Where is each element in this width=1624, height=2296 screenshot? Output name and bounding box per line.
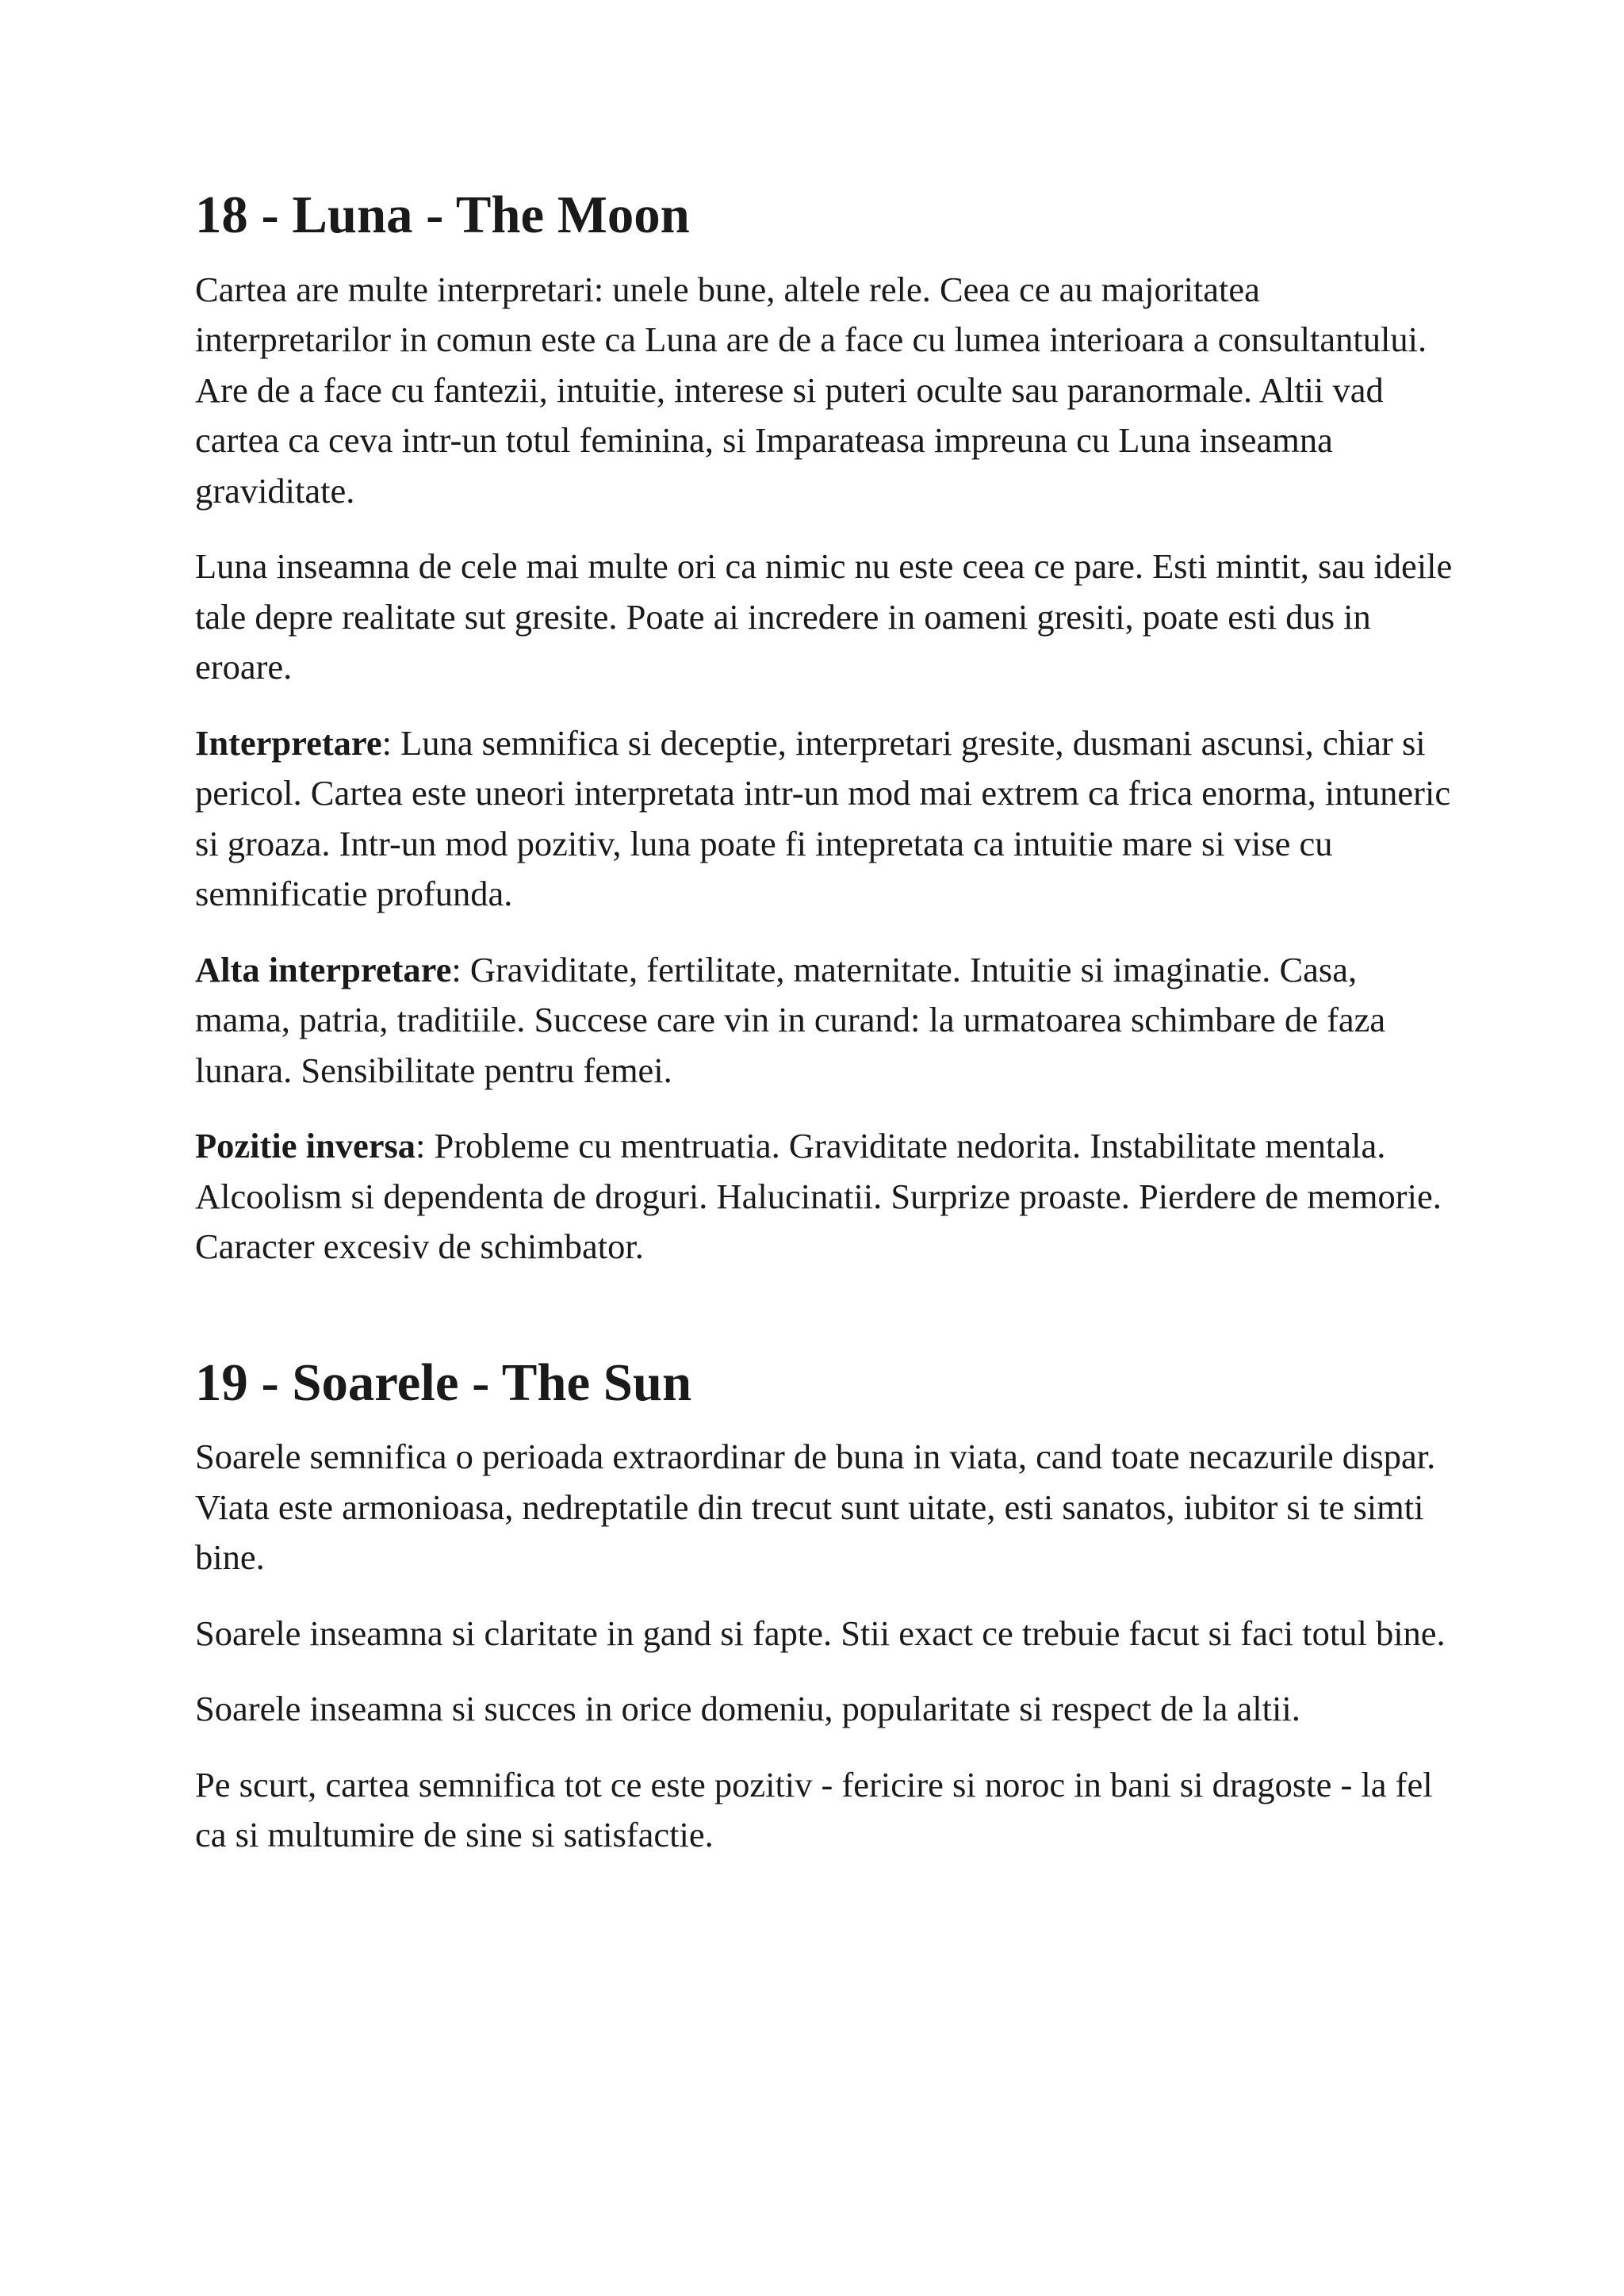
paragraph bbox=[195, 1609, 1456, 1659]
paragraph-label: Alta interpretare bbox=[195, 949, 452, 989]
section-title: 18 - Luna - The Moon bbox=[195, 186, 690, 244]
paragraph-label: Interpretare bbox=[195, 722, 382, 763]
paragraph-text: : Graviditate, fertilitate, maternitate. Intuitie si imaginatie. Casa, mama, patria, traditiile. Succese care vin in curand: la urmatoarea schimbare de faza lunara. Sensibilitate pentru femei. bbox=[195, 949, 1386, 1090]
paragraph-text: Soarele inseamna si succes in orice domeniu, popularitate si respect de la altii. bbox=[195, 1689, 1300, 1728]
paragraph bbox=[195, 1432, 1456, 1583]
paragraph bbox=[195, 265, 1456, 517]
paragraph-text: : Probleme cu mentruatia. Graviditate nedorita. Instabilitate mentala. Alcoolism si dependenta de droguri. Halucinatii. Surprize proaste. Pierdere de memorie. Caracter excesiv de schimbator. bbox=[195, 1126, 1442, 1266]
paragraph-label: Pozitie inversa bbox=[195, 1126, 416, 1165]
paragraph-text: Soarele inseamna si claritate in gand si fapte. Stii exact ce trebuie facut si faci totul bine. bbox=[195, 1613, 1446, 1653]
paragraph-text: : Luna semnifica si deceptie, interpretari gresite, dusmani ascunsi, chiar si pericol. Cartea este uneori interpretata intr-un mod mai extrem ca frica enorma, intuneric si groaza. Intr-un mod pozitiv, luna poate fi intepretata ca intuitie mare si vise cu semnificatie profunda. bbox=[195, 722, 1451, 913]
paragraph-text: Cartea are multe interpretari: unele bune, altele rele. Ceea ce au majoritatea interpretarilor in comun este ca Luna are de a face cu lumea interioara a consultantului. Are de a face cu fantezii, intuitie, interese si puteri oculte sau paranormale. Altii vad cartea ca ceva intr-un totul feminina, si Imparateasa impreuna cu Luna inseamna graviditate. bbox=[195, 269, 1427, 511]
paragraph bbox=[195, 945, 1456, 1096]
paragraph-text: Soarele semnifica o perioada extraordinar de buna in viata, cand toate necazurile dispar. Viata este armonioasa, nedreptatile din trecut sunt uitate, esti sanatos, iubitor si te simti bine. bbox=[195, 1437, 1436, 1577]
paragraph bbox=[195, 541, 1456, 693]
paragraph-text: Pe scurt, cartea semnifica tot ce este pozitiv - fericire si noroc in bani si dragoste - la fel ca si multumire de sine si satisfactie. bbox=[195, 1764, 1433, 1854]
paragraph-text: Luna inseamna de cele mai multe ori ca nimic nu este ceea ce pare. Esti mintit, sau ideile tale depre realitate sut gresite. Poate ai incredere in oameni gresiti, poate esti dus in eroare. bbox=[195, 546, 1453, 687]
paragraph bbox=[195, 718, 1456, 920]
document-page bbox=[195, 186, 1456, 1861]
section-the-sun bbox=[195, 1353, 1456, 1861]
paragraph bbox=[195, 1121, 1456, 1272]
paragraph bbox=[195, 1760, 1456, 1861]
section-the-moon bbox=[195, 186, 1456, 1272]
paragraph bbox=[195, 1684, 1456, 1735]
section-title: 19 - Soarele - The Sun bbox=[195, 1353, 692, 1412]
